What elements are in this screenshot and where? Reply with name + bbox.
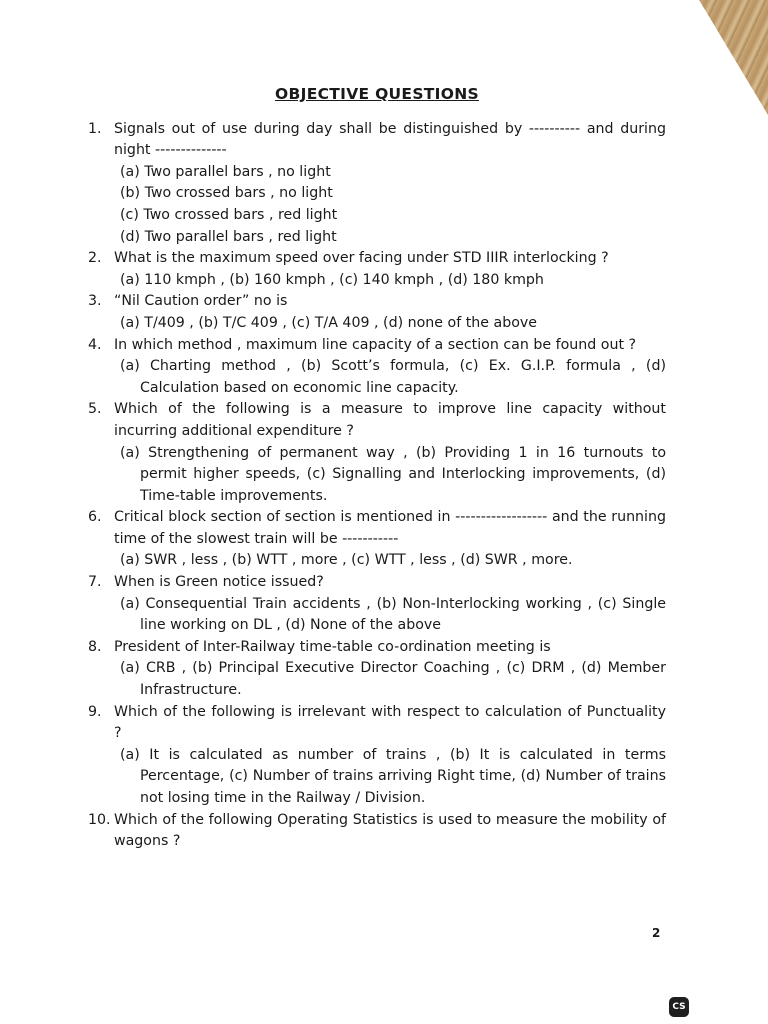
question-text: When is Green notice issued? [114, 574, 324, 591]
question-number: 5. [88, 401, 102, 418]
question-item [88, 637, 666, 702]
question-text: Which of the following is a measure to improve line capacity without incurring additional expenditure ? [114, 401, 666, 439]
answer-option: (a) CRB , (b) Principal Executive Director Coaching , (c) DRM , (d) Member Infrastructure. [120, 660, 666, 699]
answer-options [114, 313, 666, 335]
question-text: Which of the following Operating Statistics is used to measure the mobility of wagons ? [114, 811, 666, 850]
answer-option: (b) Two crossed bars , no light [120, 185, 333, 202]
question-list [88, 119, 666, 853]
question-number: 10. [88, 811, 111, 828]
answer-options [114, 745, 666, 810]
camscanner-logo-icon: CS [669, 997, 689, 1017]
question-item [88, 399, 666, 507]
question-number: 6. [88, 509, 102, 526]
question-item [88, 702, 666, 810]
answer-options [114, 356, 666, 399]
question-number: 7. [88, 574, 102, 591]
answer-option: (a) Two parallel bars , no light [120, 163, 331, 180]
question-number: 1. [88, 120, 102, 137]
answer-options [114, 550, 666, 572]
page-title: OBJECTIVE QUESTIONS [275, 85, 479, 103]
answer-options [114, 594, 666, 637]
answer-options [114, 658, 666, 701]
answer-option: (a) SWR , less , (b) WTT , more , (c) WTT , less , (d) SWR , more. [120, 552, 573, 569]
answer-option: (a) Strengthening of permanent way , (b) Providing 1 in 16 turnouts to permit higher speeds, (c) Signalling and Interlocking improvements, (d) Time-table improvements. [120, 444, 666, 504]
answer-option: (a) It is calculated as number of trains , (b) It is calculated in terms Percentage, (c) Number of trains arriving Right time, (d) Number of trains not losing time in the Railway / Division. [120, 746, 666, 806]
question-item [88, 335, 666, 400]
answer-option: (a) 110 kmph , (b) 160 kmph , (c) 140 kmph , (d) 180 kmph [120, 271, 544, 288]
question-item [88, 810, 666, 853]
answer-option: (a) T/409 , (b) T/C 409 , (c) T/A 409 , (d) none of the above [120, 314, 538, 331]
question-item [88, 291, 666, 334]
question-text: In which method , maximum line capacity of a section can be found out ? [114, 336, 637, 353]
question-number: 8. [88, 638, 102, 655]
document-page [88, 84, 666, 853]
question-text: What is the maximum speed over facing under STD IIIR interlocking ? [114, 250, 609, 267]
question-number: 2. [88, 250, 102, 267]
question-number: 9. [88, 703, 102, 720]
answer-option: (c) Two crossed bars , red light [120, 206, 338, 223]
page-number: 2 [652, 926, 661, 940]
question-text: Which of the following is irrelevant with respect to calculation of Punctuality ? [114, 703, 666, 742]
question-text: Signals out of use during day shall be distinguished by ---------- and during night -------------- [114, 120, 666, 159]
answer-options [114, 162, 666, 248]
question-number: 3. [88, 293, 102, 310]
question-item [88, 507, 666, 572]
question-item [88, 248, 666, 291]
question-text: President of Inter-Railway time-table co-ordination meeting is [114, 638, 551, 655]
answer-option: (a) Charting method , (b) Scott’s formula, (c) Ex. G.I.P. formula , (d) Calculation based on economic line capacity. [120, 358, 666, 396]
question-text: “Nil Caution order” no is [114, 293, 288, 310]
answer-options [114, 270, 666, 292]
question-number: 4. [88, 336, 102, 353]
wooden-table-corner [684, 0, 768, 115]
question-item [88, 119, 666, 249]
answer-option: (a) Consequential Train accidents , (b) Non-Interlocking working , (c) Single line working on DL , (d) None of the above [120, 595, 666, 634]
question-text: Critical block section of section is mentioned in ------------------ and the running time of the slowest train will be ----------- [114, 509, 666, 547]
question-item [88, 572, 666, 637]
answer-options [114, 443, 666, 508]
answer-option: (d) Two parallel bars , red light [120, 228, 337, 245]
